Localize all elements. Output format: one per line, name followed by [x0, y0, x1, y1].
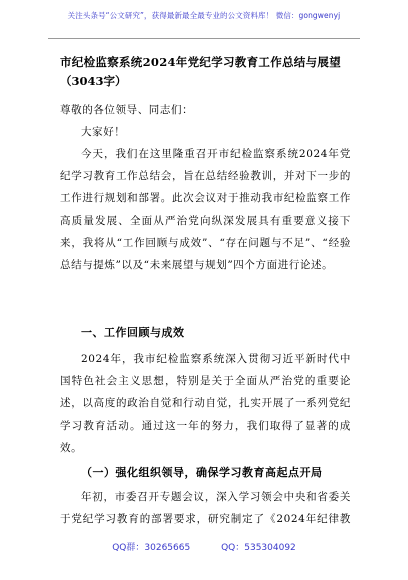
salutation: 尊敬的各位领导、同志们： [60, 104, 194, 116]
intro-paragraph: 今天，我们在这里隆重召开市纪检监察系统2024年党纪学习教育工作总结会，旨在总结经验教训，并对下一步的工作进行规划和部署。此次会议对于推动我市纪检监察工作高质量发展、全面从严治党向纵深发展具有重要意义接下来，我将从“工作回顾与成效”、“存在问题与不足”、“经验总结与提炼”以及“未来展望与规划”四个方面进行论述。 [60, 148, 351, 272]
footer-contact [0, 540, 408, 553]
section-heading-review: 一、工作回顾与成效 [81, 326, 185, 339]
section-review-paragraph: 2024年，我市纪检监察系统深入贯彻习近平新时代中国特色社会主义思想，特别是关于全面从严治党的重要论述，以高度的政治自觉和行动自觉，扎实开展了一系列党纪学习教育活动。通过这一年的努力，我们取得了显著的成效。 [60, 353, 351, 454]
footer-qq-group: QQ群：30265665 [112, 543, 191, 553]
subsection-heading-leadership: （一）强化组织领导，确保学习教育高起点开局 [81, 466, 323, 479]
document-title: 市纪检监察系统2024年党纪学习教育工作总结与展望 [60, 55, 342, 69]
header-banner: 关注头条号“公文研究”，获得最新最全最专业的公文资料库！ 微信：gongwenyj [67, 11, 341, 20]
word-count: （3043字） [60, 74, 127, 88]
header-divider [48, 38, 360, 39]
footer-qq: QQ：535304092 [221, 543, 296, 553]
subsection-leadership-paragraph: 年初，市委召开专题会议，深入学习领会中央和省委关于党纪学习教育的部署要求，研究制定了《2024年纪律教 [60, 491, 351, 526]
greeting: 大家好！ [81, 126, 126, 138]
